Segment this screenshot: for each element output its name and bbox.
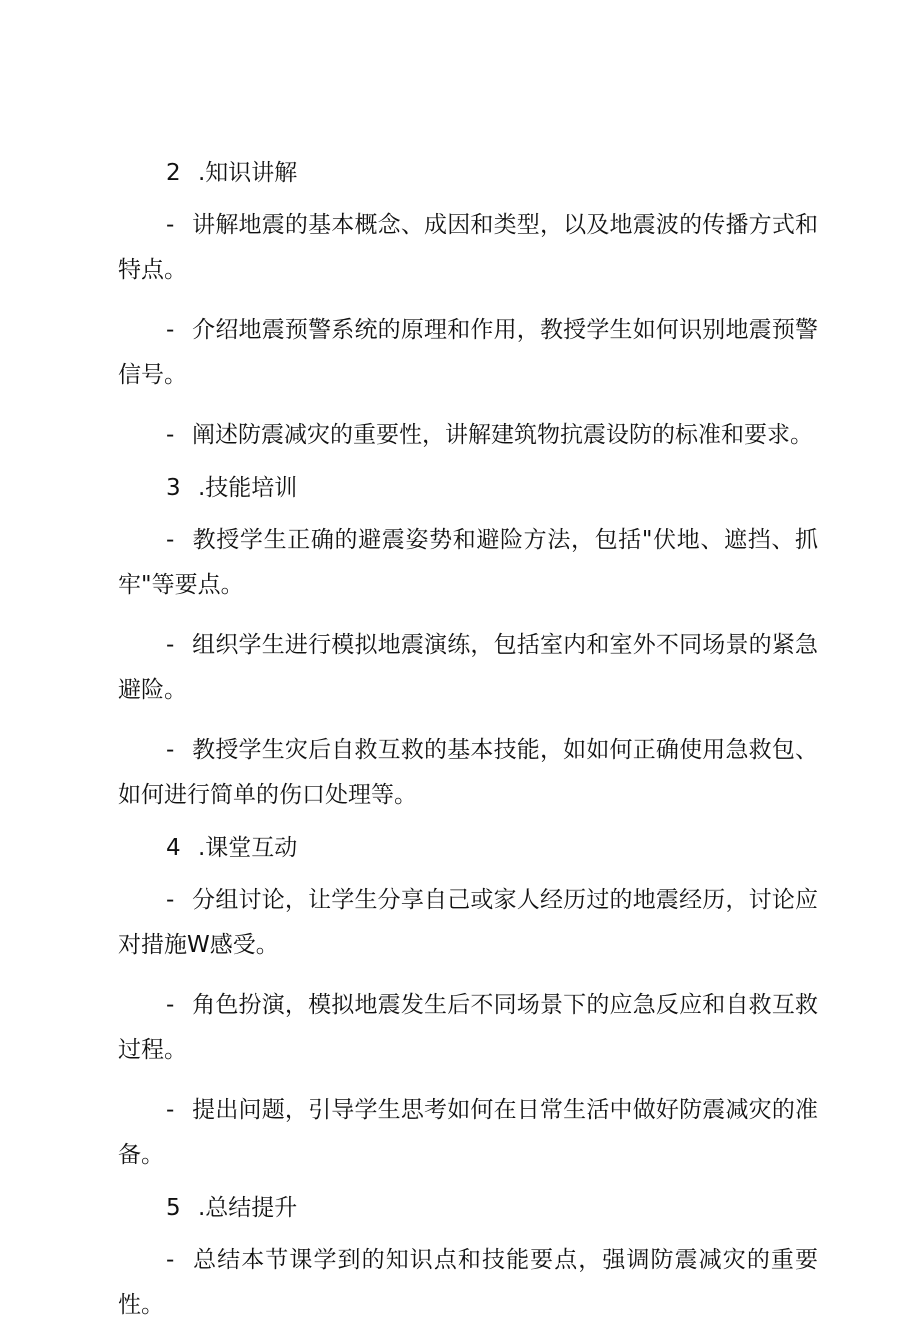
list-item-text: 提出问题，引导学生思考如何在日常生活中做好防震减灾的准备。 (118, 1097, 818, 1168)
section-title: .知识讲解 (198, 160, 298, 186)
list-item-text: 阐述防震减灾的重要性，讲解建筑物抗震设防的标准和要求。 (192, 422, 813, 448)
document-body (118, 158, 818, 1343)
list-item-text: 介绍地震预警系统的原理和作用，教授学生如何识别地震预警信号。 (118, 317, 818, 388)
bullet-dash: - (166, 422, 175, 448)
list-item (118, 1088, 818, 1178)
list-item (118, 1238, 818, 1328)
list-item-text: 讲解地震的基本概念、成因和类型，以及地震波的传播方式和特点。 (118, 212, 818, 283)
list-item-text: 组织学生进行模拟地震演练，包括室内和室外不同场景的紧急避险。 (118, 632, 818, 703)
bullet-dash: - (166, 992, 175, 1018)
section-number: 5 (166, 1195, 181, 1221)
section-number: 2 (166, 160, 181, 186)
section-heading (118, 158, 818, 188)
list-item (118, 518, 818, 608)
bullet-dash: - (166, 317, 175, 343)
bullet-dash: - (166, 632, 175, 658)
section-title: .技能培训 (198, 475, 298, 501)
bullet-dash: - (166, 527, 175, 553)
section-title: .总结提升 (198, 1195, 298, 1221)
section-title: .课堂互动 (198, 835, 298, 861)
bullet-dash: - (166, 212, 175, 238)
bullet-dash: - (166, 1097, 175, 1123)
list-item (118, 308, 818, 398)
list-item-text: 分组讨论，让学生分享自己或家人经历过的地震经历，讨论应对措施W感受。 (118, 887, 818, 958)
list-item (118, 203, 818, 293)
list-item (118, 983, 818, 1073)
list-item-text: 角色扮演，模拟地震发生后不同场景下的应急反应和自救互救过程。 (118, 992, 818, 1063)
list-item-text: 总结本节课学到的知识点和技能要点，强调防震减灾的重要性。 (118, 1247, 818, 1318)
list-item-text: 教授学生灾后自救互救的基本技能，如如何正确使用急救包、如何进行简单的伤口处理等。 (118, 737, 818, 808)
section-number: 4 (166, 835, 181, 861)
list-item (118, 623, 818, 713)
bullet-dash: - (166, 737, 175, 763)
bullet-dash: - (166, 887, 175, 913)
list-item-text: 教授学生正确的避震姿势和避险方法，包括"伏地、遮挡、抓牢"等要点。 (118, 527, 818, 598)
list-item (118, 728, 818, 818)
section-heading (118, 473, 818, 503)
section-heading (118, 1193, 818, 1223)
bullet-dash: - (166, 1247, 175, 1273)
section-number: 3 (166, 475, 181, 501)
list-item (118, 413, 818, 458)
list-item (118, 878, 818, 968)
section-heading (118, 833, 818, 863)
